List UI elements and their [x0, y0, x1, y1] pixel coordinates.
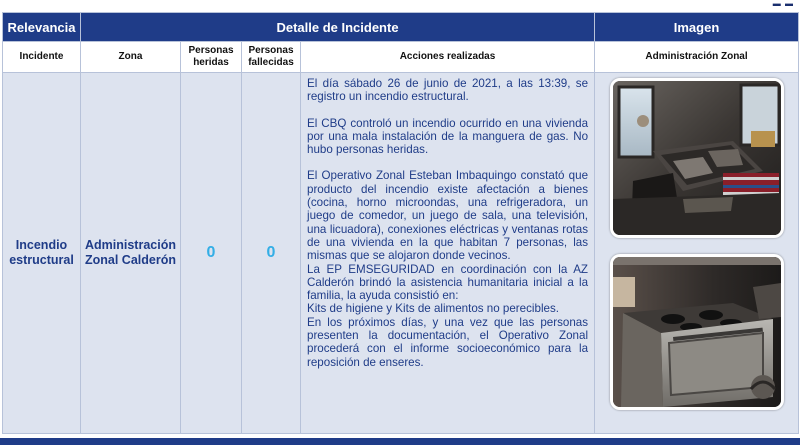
cell-imagenes	[595, 73, 799, 434]
col-fallecidas-line2: fallecidas	[248, 57, 294, 68]
burned-stove-photo	[610, 254, 784, 410]
col-admin: Administración Zonal	[595, 42, 799, 73]
col-zona: Zona	[81, 42, 181, 73]
burned-room-photo	[610, 78, 784, 238]
burned-room-image	[613, 81, 781, 235]
cell-incidente	[3, 73, 81, 434]
acciones-p4: La EP EMSEGURIDAD en coordinación con la AZ Calderón brindó la asistencia humanitaria inicial a la familia, la ayuda consistió en:	[307, 262, 589, 303]
col-incidente: Incidente	[3, 42, 81, 73]
top-decoration: ▬ ▬	[772, 0, 794, 8]
col-acciones: Acciones realizadas	[301, 42, 595, 73]
header-detalle: Detalle de Incidente	[81, 13, 595, 42]
cell-zona	[81, 73, 181, 434]
top-strip	[0, 0, 800, 10]
incidente-line1: Incendio	[15, 238, 68, 252]
acciones-gap1	[307, 104, 588, 117]
acciones-p5: Kits de higiene y Kits de alimentos no perecibles.	[307, 302, 559, 316]
header-imagen: Imagen	[595, 13, 799, 42]
incidente-line2: estructural	[9, 253, 74, 267]
cell-heridas: 0	[181, 73, 242, 434]
cell-acciones	[301, 73, 595, 434]
footer-bar	[0, 438, 800, 445]
cell-fallecidas: 0	[242, 73, 301, 434]
zona-line2: Zonal Calderón	[85, 253, 176, 267]
col-fallecidas-line1: Personas	[248, 45, 294, 56]
col-heridas	[181, 42, 242, 73]
acciones-p6: En los próximos días, y una vez que las personas presenten la documentación, el Operativo Zonal procederá con el informe socioeconómico para la reposición de enseres.	[307, 315, 589, 369]
col-heridas-line1: Personas	[188, 45, 234, 56]
acciones-gap2	[307, 156, 588, 169]
acciones-p2: El CBQ controló un incendio ocurrido en una vivienda por una mala instalación de la manguera de gas. No hubo personas heridas.	[307, 116, 589, 157]
acciones-p3: El Operativo Zonal Esteban Imbaquingo constató que producto del incendio existe afectación a bienes (cocina, horno microondas, una refrigeradora, un juego de comedor, un juego de sala, una televisión, una licuadora), conexiones eléctricas y ventanas rotas de una vivienda en la que habitan 7 personas, las mismas que se alojaron donde vecinos.	[307, 169, 589, 263]
header-relevancia: Relevancia	[3, 13, 81, 42]
incident-table	[2, 12, 799, 434]
col-heridas-line2: heridas	[193, 57, 229, 68]
zona-line1: Administración	[85, 238, 176, 252]
burned-stove-image	[613, 257, 781, 407]
acciones-p1: El día sábado 26 de junio de 2021, a las 13:39, se registro un incendio estructural.	[307, 77, 589, 104]
col-fallecidas	[242, 42, 301, 73]
